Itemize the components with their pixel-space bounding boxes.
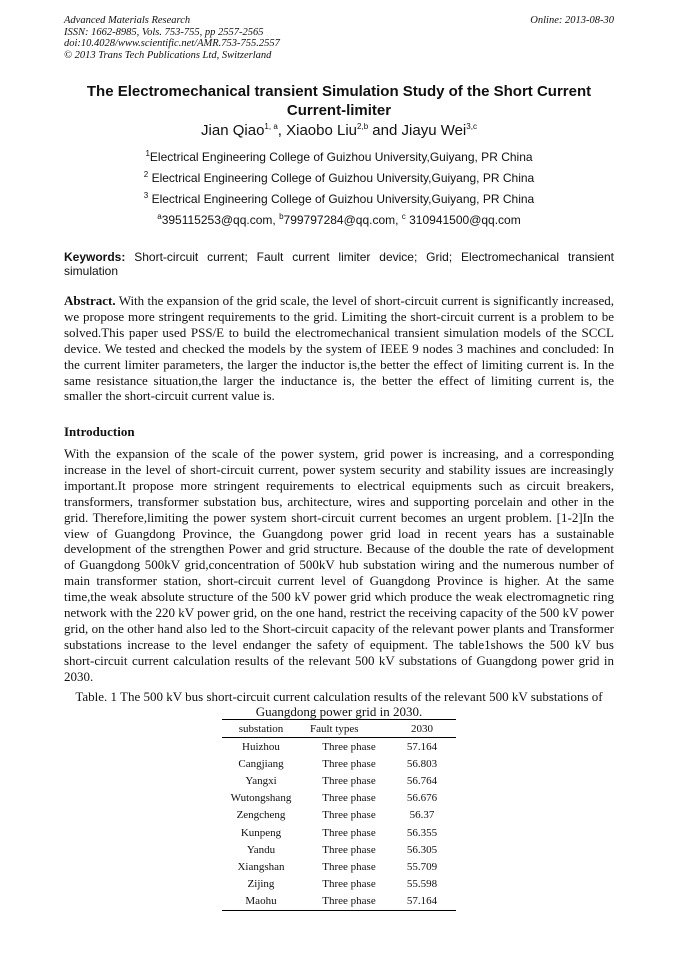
current-value-cell: 55.709 [406,860,438,873]
affiliation-sup: 3 [143,191,149,200]
affiliation-sup: 2 [143,170,149,179]
affiliation-text: Electrical Engineering College of Guizhou University,Guiyang, PR China [148,171,535,185]
column-header: Fault types [300,720,388,738]
fault-type-cell: Three phase [322,826,376,839]
copyright-line: © 2013 Trans Tech Publications Ltd, Switzerland [64,49,272,61]
substation-cell: Cangjiang [238,757,284,770]
fault-type-cell: Three phase [322,792,376,805]
fault-type-cell: Three phase [322,860,376,873]
table-row [222,738,456,756]
fault-type-cell: Three phase [322,878,376,891]
author-separator: , [277,122,287,139]
email-line [64,213,614,227]
affiliation-sup: 1 [145,149,150,158]
email-text: 799797284@qq.com, [283,213,402,227]
fault-type-cell: Three phase [322,843,376,856]
substation-cell: Xiangshan [237,860,285,873]
current-value-cell: 55.598 [406,878,438,891]
table-row [222,893,456,911]
author-name: Jiayu Wei [401,122,467,139]
column-header: substation [222,720,300,738]
data-table [222,719,456,911]
table-row [222,841,456,858]
current-value-cell: 56.676 [406,792,438,805]
affiliation-1 [64,150,614,164]
issn-line: ISSN: 1662-8985, Vols. 753-755, pp 2557-2565 [64,26,264,38]
substation-cell: Yandu [246,843,276,856]
table-row [222,755,456,772]
table-caption: Table. 1 The 500 kV bus short-circuit current calculation results of the relevant 500 kV substations of Guangdong power grid in 2030. [75,689,603,719]
column-header: 2030 [388,720,456,738]
current-value-cell: 56.37 [409,809,435,822]
author-separator: and [368,122,402,139]
fault-type-cell: Three phase [322,809,376,822]
affiliation-3 [64,192,614,206]
running-header [64,15,614,61]
current-value-cell: 56.305 [406,843,438,856]
substation-cell: Zengcheng [236,809,286,822]
current-value-cell: 57.164 [406,740,438,753]
author-sup: 3,c [466,122,477,131]
author-list [64,122,614,139]
email-sup: b [279,212,284,221]
author-sup: 1, a [264,122,278,131]
paper-title: The Electromechanical transient Simulation Study of the Short Current Current-limiter [86,83,592,119]
table-row [222,772,456,789]
online-date: Online: 2013-08-30 [530,15,614,26]
table-row [222,876,456,893]
email-sup: c [401,212,406,221]
email-text: 310941500@qq.com [405,213,521,227]
author-name: Xiaobo Liu [286,122,358,139]
substation-cell: Huizhou [242,740,280,753]
substation-cell: Yangxi [245,774,277,787]
fault-type-cell: Three phase [300,893,388,911]
introduction-paragraph: With the expansion of the scale of the power system, grid power is increasing, and a corresponding increase in the level of short-circuit current, power system security and stability issues are increasingly important.It propose more stringent requirements to electrical equipments such as circuit breakers, transformers, transformer substation bus, architecture, wires and supporting porcelain and other in the grid. Therefore,limiting the power system short-circuit current becomes an urgent problem. [1-2]In the view of Guangdong Province, the Guangdong power grid load in recent years has a sustainable development of the strengthen Power and grid structure. Because of the double the rate of development of Guangdong 500kV grid,concentration of 500kV hub substation wiring and the numerous number of main transformer station, short-circuit current level of Guangdong Province is higher. At the same time,the weak absolute structure of the 500 kV power grid which produce the weak electromagnetic ring network with the 220 kV power grid, on the one hand, restrict the receiving capacity of the 500 kV power grid, on the other hand also led to the Short-circuit capacity of the relevant power plants and Transformer substations increase to the level endanger the safety of equipment. The table1shows the 500 kV bus short-circuit current calculation results of the relevant 500 kV substations of Guangdong power grid in 2030. [64,446,614,684]
substation-cell: Kunpeng [240,826,282,839]
keywords-text: Short-circuit current; Fault current limiter device; Grid; Electromechanical transient simulation [64,250,614,278]
substation-cell: Maohu [222,893,300,911]
author-name: Jian Qiao [201,122,265,139]
current-value-cell: 56.355 [406,826,438,839]
keywords [64,250,614,278]
journal-name: Advanced Materials Research [64,15,191,26]
email-sup: a [157,212,162,221]
table-header-row [222,720,456,738]
current-value-cell: 57.164 [388,893,456,911]
fault-type-cell: Three phase [322,774,376,787]
table-row [222,807,456,824]
abstract-text: With the expansion of the grid scale, the level of short-circuit current is significantly increased, we propose more stringent requirements to the grid. Limiting the short-circuit current is a problem to be solved.This paper used PSS/E to build the electromechanical transient simulation models of the SCCL device. We tested and checked the models by the system of IEEE 9 nodes 3 machines and concluded: In the current limiter parameters, the larger the inductor is,the better the effect of limiting current is. In the same resistance situation,the larger the inductance is, the better the effect of limiting current is, the smaller the short-circuit current value is. [64,293,614,404]
table-row [222,858,456,875]
fault-type-cell: Three phase [322,757,376,770]
current-value-cell: 56.803 [406,757,438,770]
affiliation-text: Electrical Engineering College of Guizhou University,Guiyang, PR China [148,192,535,206]
doi-line: doi:10.4028/www.scientific.net/AMR.753-755.2557 [64,38,280,49]
substation-cell: Wutongshang [230,792,292,805]
keywords-label: Keywords: [64,250,126,264]
abstract-label: Abstract. [64,293,116,308]
email-text: 395115253@qq.com, [161,213,280,227]
fault-type-cell: Three phase [322,740,376,753]
author-sup: 2,b [357,122,369,131]
affiliation-2 [64,171,614,185]
current-value-cell: 56.764 [406,774,438,787]
table-row [222,824,456,841]
substation-cell: Zijing [247,878,275,891]
abstract [64,293,614,404]
affiliation-text: Electrical Engineering College of Guizhou University,Guiyang, PR China [149,150,533,164]
table-row [222,790,456,807]
section-heading-introduction: Introduction [64,424,135,439]
